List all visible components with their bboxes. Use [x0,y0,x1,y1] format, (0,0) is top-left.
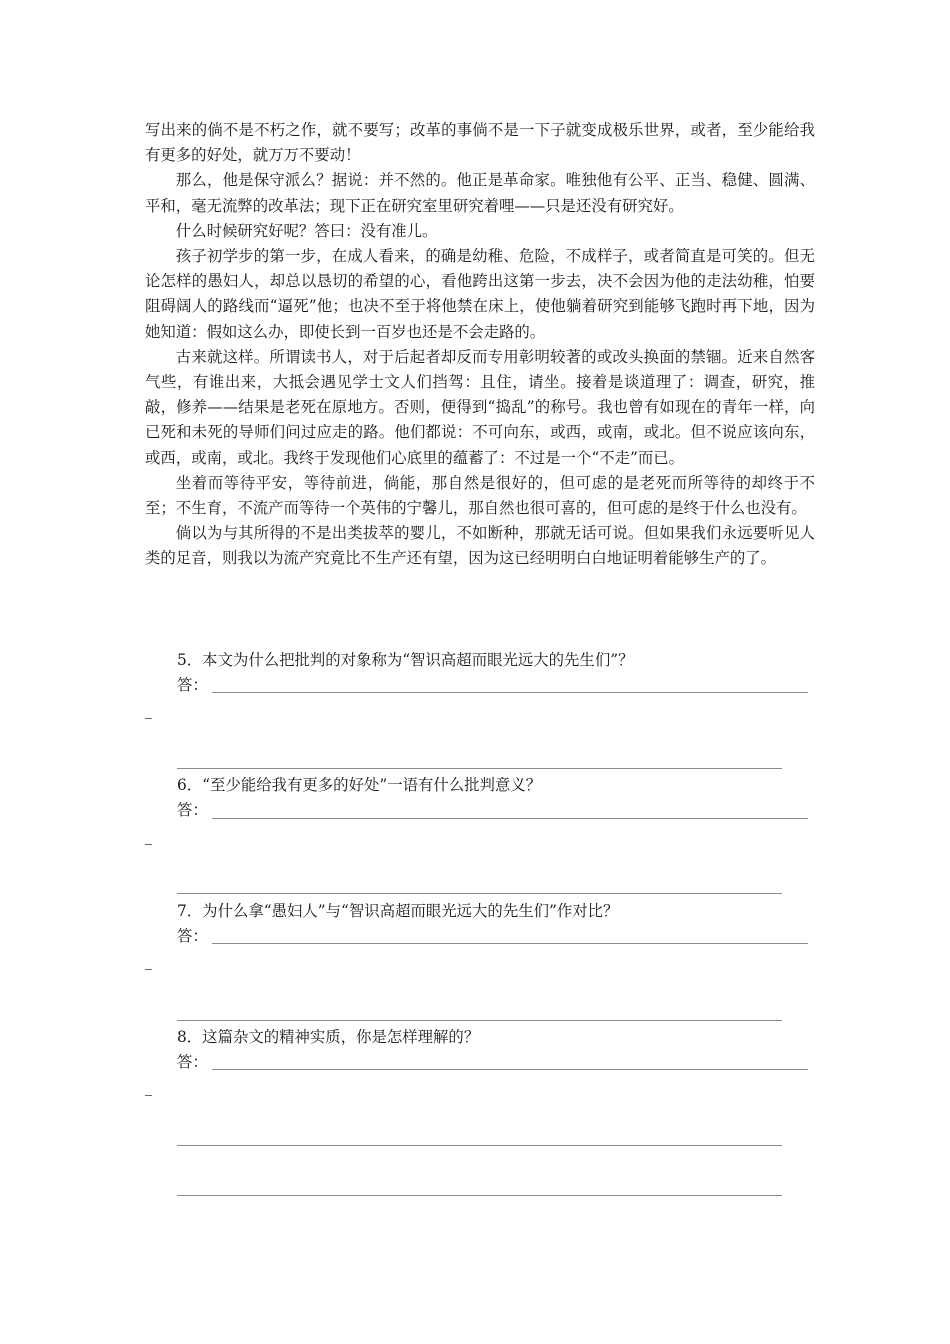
question-7: 7．为什么拿“愚妇人”与“智识高超而眼光远大的先生们”作对比？ [177,902,619,920]
passage-paragraph: 什么时候研究好呢？答曰：没有准儿。 [175,221,438,240]
reading-passage [145,118,815,572]
answer-blank-line[interactable] [177,893,782,894]
answer-blank-line[interactable] [177,768,782,769]
passage-paragraph: 孩子初学步的第一步，在成人看来，的确是幼稚、危险，不成样子，或者简直是可笑的。但无论怎样的愚妇人，却总以恳切的希望的心，看他跨出这第一步去，决不会因为他的走法幼稚，怕要阻碍阔人的路线而“逼死”他；也决不至于将他禁在床上，使他躺着研究到能够飞跑时再下地，因为她知道：假如这么办，即使长到一百岁也还是不会走路的。 [145,247,815,341]
passage-paragraph: 坐着而等待平安，等待前进，倘能，那自然是很好的，但可虑的是老死而所等待的却终于不至；不生育，不流产而等待一个英伟的宁馨儿，那自然也很可喜的，但可虑的是终于什么也没有。 [145,473,815,518]
answer-label: 答： [177,801,208,819]
answer-line[interactable] [212,943,808,944]
passage-paragraph: 写出来的倘不是不朽之作，就不要写；改革的事倘不是一下子就变成极乐世界，或者，至少能给我有更多的好处，就万万不要动！ [145,121,815,165]
passage-paragraph: 那么，他是保守派么？据说：并不然的。他正是革命家。唯独他有公平、正当、稳健、圆满、平和，毫无流弊的改革法；现下正在研究室里研究着哩——只是还没有研究好。 [145,171,815,215]
answer-blank-line[interactable] [177,1145,782,1146]
answer-blank-line[interactable] [177,1020,782,1021]
question-8: 8．这篇杂文的精神实质，你是怎样理解的？ [177,1028,480,1046]
answer-label: 答： [177,676,208,694]
dash-mark [145,1095,152,1096]
dash-mark [145,844,152,845]
dash-mark [145,969,152,970]
passage-paragraph: 倘以为与其所得的不是出类拔萃的婴儿，不如断种，那就无话可说。但如果我们永远要听见人类的足音，则我以为流产究竟比不生产还有望，因为这已经明明白白地证明着能够生产的了。 [145,524,815,568]
question-5: 5．本文为什么把批判的对象称为“智识高超而眼光远大的先生们”？ [177,651,634,669]
question-6: 6．“至少能给我有更多的好处”一语有什么批判意义？ [177,776,542,794]
answer-line[interactable] [212,1069,808,1070]
answer-label: 答： [177,1053,208,1071]
answer-line[interactable] [212,692,808,693]
passage-paragraph: 古来就这样。所谓读书人，对于后起者却反而专用彰明较著的或改头换面的禁锢。近来自然客气些，有谁出来，大抵会遇见学士文人们挡驾：且住，请坐。接着是谈道理了：调查，研究，推敲，修养——结果是老死在原地方。否则，便得到“捣乱”的称号。我也曾有如现在的青年一样，向已死和未死的导师们问过应走的路。他们都说：不可向东，或西，或南，或北。但不说应该向东，或西，或南，或北。我终于发现他们心底里的蕴蓄了：不过是一个“不走”而已。 [145,347,815,467]
answer-line[interactable] [212,818,808,819]
answer-label: 答： [177,927,208,945]
dash-mark [145,718,152,719]
answer-blank-line[interactable] [177,1195,782,1196]
